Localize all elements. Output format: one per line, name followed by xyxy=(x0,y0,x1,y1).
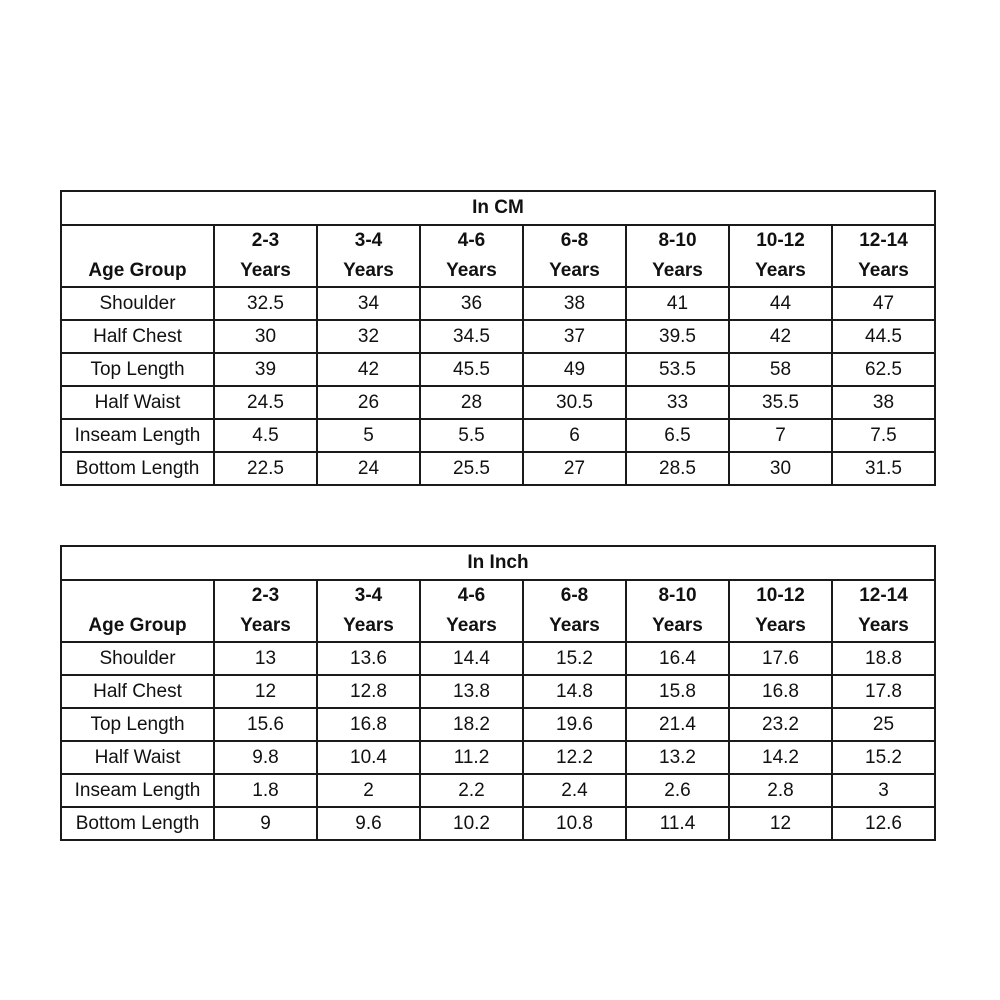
table-title: In CM xyxy=(61,191,935,225)
measurement-value: 14.2 xyxy=(729,741,832,774)
measurement-value: 30 xyxy=(729,452,832,485)
measurement-value: 13.8 xyxy=(420,675,523,708)
measurement-value: 10.2 xyxy=(420,807,523,840)
measurement-value: 2.2 xyxy=(420,774,523,807)
measurement-value: 34.5 xyxy=(420,320,523,353)
age-unit: Years xyxy=(755,260,806,281)
table-row xyxy=(61,807,935,840)
measurement-value: 44.5 xyxy=(832,320,935,353)
measurement-value: 18.8 xyxy=(832,642,935,675)
age-unit: Years xyxy=(858,260,909,281)
measurement-value: 24 xyxy=(317,452,420,485)
measurement-value: 30 xyxy=(214,320,317,353)
measurement-value: 39.5 xyxy=(626,320,729,353)
measurement-value: 25.5 xyxy=(420,452,523,485)
measurement-value: 18.2 xyxy=(420,708,523,741)
measurement-label: Bottom Length xyxy=(61,807,214,840)
age-unit: Years xyxy=(240,260,291,281)
table-row xyxy=(61,774,935,807)
measurement-value: 12.2 xyxy=(523,741,626,774)
measurement-value: 15.6 xyxy=(214,708,317,741)
measurement-value: 17.8 xyxy=(832,675,935,708)
measurement-label: Shoulder xyxy=(61,642,214,675)
measurement-value: 14.4 xyxy=(420,642,523,675)
measurement-value: 3 xyxy=(832,774,935,807)
measurement-value: 28 xyxy=(420,386,523,419)
age-column-header xyxy=(420,225,523,287)
measurement-value: 12 xyxy=(729,807,832,840)
measurement-value: 41 xyxy=(626,287,729,320)
table-row xyxy=(61,741,935,774)
measurement-value: 9.6 xyxy=(317,807,420,840)
measurement-value: 16.8 xyxy=(317,708,420,741)
measurement-value: 7.5 xyxy=(832,419,935,452)
measurement-value: 37 xyxy=(523,320,626,353)
measurement-value: 49 xyxy=(523,353,626,386)
measurement-value: 15.8 xyxy=(626,675,729,708)
table-title: In Inch xyxy=(61,546,935,580)
measurement-value: 42 xyxy=(729,320,832,353)
measurement-value: 28.5 xyxy=(626,452,729,485)
measurement-value: 12.6 xyxy=(832,807,935,840)
age-range: 2-3 xyxy=(251,585,280,606)
measurement-value: 7 xyxy=(729,419,832,452)
table-row xyxy=(61,386,935,419)
measurement-value: 34 xyxy=(317,287,420,320)
table-row xyxy=(61,675,935,708)
age-column-header xyxy=(523,225,626,287)
age-column-header xyxy=(214,225,317,287)
measurement-value: 26 xyxy=(317,386,420,419)
measurement-value: 58 xyxy=(729,353,832,386)
age-unit: Years xyxy=(446,615,497,636)
measurement-value: 33 xyxy=(626,386,729,419)
measurement-value: 62.5 xyxy=(832,353,935,386)
age-range: 8-10 xyxy=(658,230,697,251)
measurement-label: Half Chest xyxy=(61,320,214,353)
measurement-value: 6.5 xyxy=(626,419,729,452)
measurement-value: 13 xyxy=(214,642,317,675)
measurement-label: Inseam Length xyxy=(61,419,214,452)
age-range: 6-8 xyxy=(560,585,589,606)
measurement-value: 2 xyxy=(317,774,420,807)
age-unit: Years xyxy=(652,615,703,636)
age-unit: Years xyxy=(858,615,909,636)
age-group-header: Age Group xyxy=(61,225,214,287)
table-row xyxy=(61,452,935,485)
age-column-header xyxy=(832,580,935,642)
measurement-value: 21.4 xyxy=(626,708,729,741)
measurement-value: 17.6 xyxy=(729,642,832,675)
measurement-value: 36 xyxy=(420,287,523,320)
measurement-value: 53.5 xyxy=(626,353,729,386)
measurement-value: 5.5 xyxy=(420,419,523,452)
age-column-header xyxy=(523,580,626,642)
age-unit: Years xyxy=(652,260,703,281)
measurement-value: 14.8 xyxy=(523,675,626,708)
measurement-value: 30.5 xyxy=(523,386,626,419)
table-row xyxy=(61,708,935,741)
age-column-header xyxy=(626,225,729,287)
size-table-cm xyxy=(60,190,936,486)
age-column-header xyxy=(729,580,832,642)
age-column-header xyxy=(729,225,832,287)
measurement-value: 16.4 xyxy=(626,642,729,675)
measurement-value: 4.5 xyxy=(214,419,317,452)
measurement-value: 12.8 xyxy=(317,675,420,708)
measurement-value: 38 xyxy=(523,287,626,320)
measurement-value: 11.4 xyxy=(626,807,729,840)
measurement-value: 11.2 xyxy=(420,741,523,774)
measurement-value: 22.5 xyxy=(214,452,317,485)
measurement-label: Inseam Length xyxy=(61,774,214,807)
measurement-value: 10.8 xyxy=(523,807,626,840)
age-range: 4-6 xyxy=(457,585,486,606)
table-row xyxy=(61,320,935,353)
age-range: 10-12 xyxy=(756,585,805,606)
measurement-label: Half Chest xyxy=(61,675,214,708)
measurement-value: 13.6 xyxy=(317,642,420,675)
table-row xyxy=(61,642,935,675)
age-column-header xyxy=(317,225,420,287)
age-unit: Years xyxy=(549,260,600,281)
age-column-header xyxy=(420,580,523,642)
measurement-value: 6 xyxy=(523,419,626,452)
measurement-value: 10.4 xyxy=(317,741,420,774)
age-range: 10-12 xyxy=(756,230,805,251)
measurement-value: 5 xyxy=(317,419,420,452)
measurement-value: 13.2 xyxy=(626,741,729,774)
table-row xyxy=(61,287,935,320)
age-group-header: Age Group xyxy=(61,580,214,642)
age-range: 4-6 xyxy=(457,230,486,251)
measurement-value: 2.8 xyxy=(729,774,832,807)
table-row xyxy=(61,353,935,386)
age-range: 12-14 xyxy=(859,230,908,251)
measurement-value: 23.2 xyxy=(729,708,832,741)
age-unit: Years xyxy=(549,615,600,636)
age-unit: Years xyxy=(755,615,806,636)
age-range: 3-4 xyxy=(354,585,383,606)
measurement-label: Half Waist xyxy=(61,741,214,774)
age-column-header xyxy=(317,580,420,642)
measurement-value: 31.5 xyxy=(832,452,935,485)
age-range: 12-14 xyxy=(859,585,908,606)
age-unit: Years xyxy=(343,260,394,281)
age-unit: Years xyxy=(240,615,291,636)
age-range: 6-8 xyxy=(560,230,589,251)
measurement-value: 35.5 xyxy=(729,386,832,419)
table-row xyxy=(61,419,935,452)
measurement-value: 12 xyxy=(214,675,317,708)
measurement-label: Half Waist xyxy=(61,386,214,419)
measurement-value: 45.5 xyxy=(420,353,523,386)
measurement-value: 9.8 xyxy=(214,741,317,774)
measurement-label: Top Length xyxy=(61,708,214,741)
age-range: 2-3 xyxy=(251,230,280,251)
measurement-value: 19.6 xyxy=(523,708,626,741)
age-column-header xyxy=(214,580,317,642)
measurement-value: 15.2 xyxy=(832,741,935,774)
size-table-inch xyxy=(60,545,936,841)
measurement-value: 2.6 xyxy=(626,774,729,807)
measurement-label: Bottom Length xyxy=(61,452,214,485)
measurement-value: 32 xyxy=(317,320,420,353)
measurement-value: 32.5 xyxy=(214,287,317,320)
measurement-value: 42 xyxy=(317,353,420,386)
measurement-value: 47 xyxy=(832,287,935,320)
age-unit: Years xyxy=(446,260,497,281)
measurement-label: Top Length xyxy=(61,353,214,386)
measurement-value: 44 xyxy=(729,287,832,320)
measurement-value: 25 xyxy=(832,708,935,741)
measurement-value: 27 xyxy=(523,452,626,485)
measurement-value: 39 xyxy=(214,353,317,386)
measurement-value: 2.4 xyxy=(523,774,626,807)
measurement-value: 38 xyxy=(832,386,935,419)
measurement-value: 16.8 xyxy=(729,675,832,708)
measurement-value: 15.2 xyxy=(523,642,626,675)
measurement-value: 1.8 xyxy=(214,774,317,807)
age-unit: Years xyxy=(343,615,394,636)
measurement-value: 24.5 xyxy=(214,386,317,419)
age-range: 8-10 xyxy=(658,585,697,606)
measurement-value: 9 xyxy=(214,807,317,840)
age-range: 3-4 xyxy=(354,230,383,251)
measurement-label: Shoulder xyxy=(61,287,214,320)
age-column-header xyxy=(832,225,935,287)
age-column-header xyxy=(626,580,729,642)
